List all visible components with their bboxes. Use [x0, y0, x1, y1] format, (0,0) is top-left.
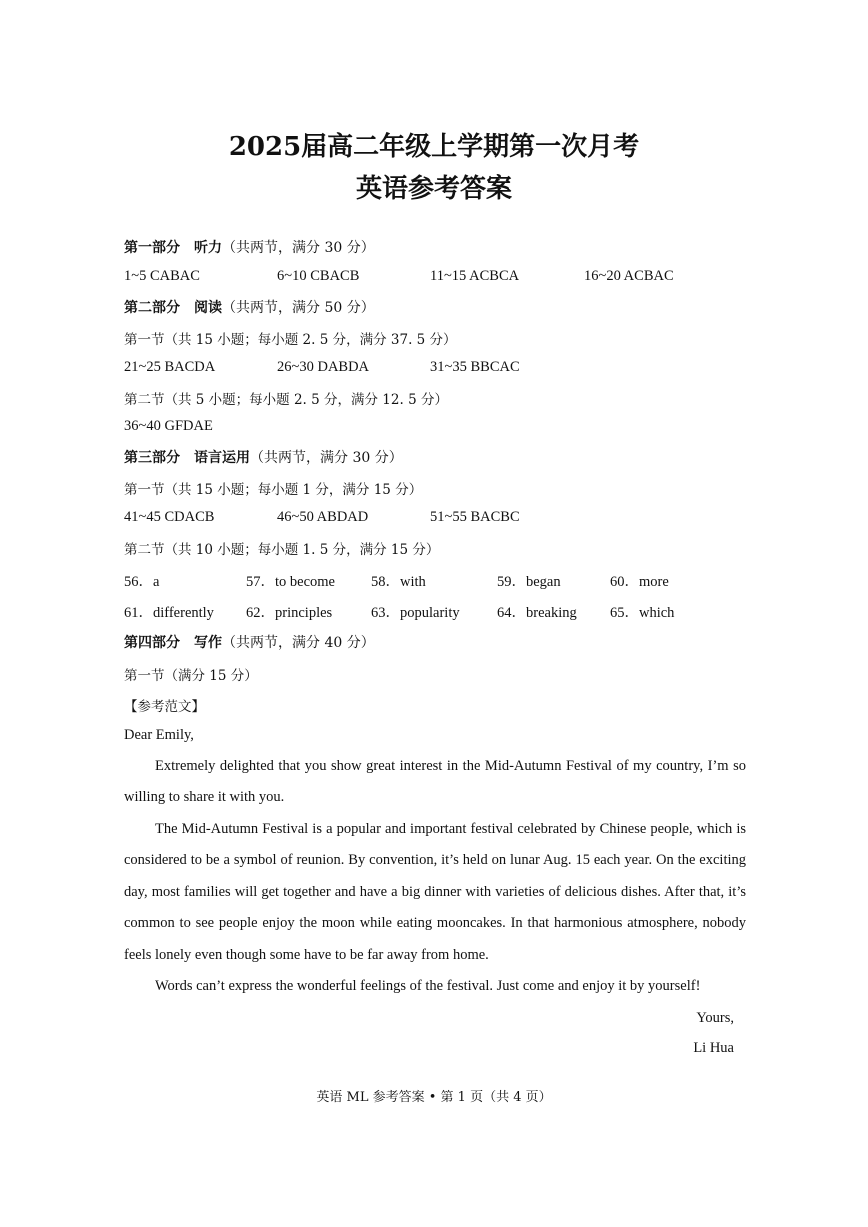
answer-61: 61．differently	[124, 605, 214, 621]
part4-note: （共两节，满分 40 分）	[222, 635, 375, 651]
answer-56: 56．a	[124, 574, 160, 590]
answer-65: 65．which	[610, 605, 675, 621]
answer-36-40: 36~40 GFDAE	[124, 418, 213, 434]
part3-heading	[124, 447, 403, 467]
answer-51-55: 51~55 BACBC	[430, 509, 520, 525]
letter-greeting: Dear Emily,	[124, 727, 194, 743]
answer-11-15: 11~15 ACBCA	[430, 268, 520, 284]
answer-31-35: 31~35 BBCAC	[430, 359, 520, 375]
part4-title: 第四部分 写作	[124, 635, 222, 651]
sample-essay-label: 【参考范文】	[124, 699, 205, 715]
answer-63: 63．popularity	[371, 605, 460, 621]
part2-section1: 第一节（共 15 小题；每小题 2. 5 分，满分 37. 5 分）	[124, 332, 457, 348]
answer-58: 58．with	[371, 574, 426, 590]
answer-1-5: 1~5 CABAC	[124, 268, 200, 284]
answer-6-10: 6~10 CBACB	[277, 268, 360, 284]
answer-21-25: 21~25 BACDA	[124, 359, 216, 375]
answer-26-30: 26~30 DABDA	[277, 359, 370, 375]
letter-paragraph-1: Extremely delighted that you show great interest in the Mid-Autumn Festival of my country, I’m so willing to share it with you.	[124, 758, 746, 806]
part2-title: 第二部分 阅读	[124, 300, 222, 316]
exam-title: 2025届高二年级上学期第一次月考	[228, 132, 640, 162]
part4-heading	[124, 632, 375, 652]
letter-signature: Li Hua	[693, 1040, 734, 1056]
part4-section1: 第一节（满分 15 分）	[124, 668, 258, 684]
letter-paragraph-2: The Mid-Autumn Festival is a popular and important festival celebrated by Chinese people, which is considered to be a symbol of reunion. By convention, it’s held on lunar Aug. 15 each year. On the exciting day, most families will get together and have a big dinner with varieties of delicious dishes. After that, it’s common to see people enjoy the moon while eating mooncakes. In that harmonious atmosphere, nobody feels lonely even though some have to be far away from home.	[124, 821, 746, 963]
part3-title: 第三部分 语言运用	[124, 450, 250, 466]
part1-note: （共两节，满分 30 分）	[222, 240, 375, 256]
part2-note: （共两节，满分 50 分）	[222, 300, 375, 316]
answer-64: 64．breaking	[497, 605, 577, 621]
letter-paragraph-3: Words can’t express the wonderful feelings of the festival. Just come and enjoy it by yourself!	[155, 978, 701, 994]
part2-section2: 第二节（共 5 小题；每小题 2. 5 分，满分 12. 5 分）	[124, 392, 448, 408]
part1-heading	[124, 237, 375, 257]
answer-41-45: 41~45 CDACB	[124, 509, 215, 525]
answer-57: 57．to become	[246, 574, 335, 590]
answer-60: 60．more	[610, 574, 669, 590]
answer-62: 62．principles	[246, 605, 333, 621]
answer-59: 59．began	[497, 574, 561, 590]
part3-note: （共两节，满分 30 分）	[250, 450, 403, 466]
page-footer: 英语 ML 参考答案 • 第 1 页（共 4 页）	[316, 1090, 552, 1105]
exam-subtitle: 英语参考答案	[355, 174, 512, 204]
letter-closing: Yours,	[696, 1010, 734, 1026]
part1-title: 第一部分 听力	[124, 240, 222, 256]
part3-section2: 第二节（共 10 小题；每小题 1. 5 分，满分 15 分）	[124, 542, 440, 558]
part2-heading	[124, 297, 375, 317]
part3-section1: 第一节（共 15 小题；每小题 1 分，满分 15 分）	[124, 482, 423, 498]
answer-16-20: 16~20 ACBAC	[584, 268, 674, 284]
answer-46-50: 46~50 ABDAD	[277, 509, 369, 525]
